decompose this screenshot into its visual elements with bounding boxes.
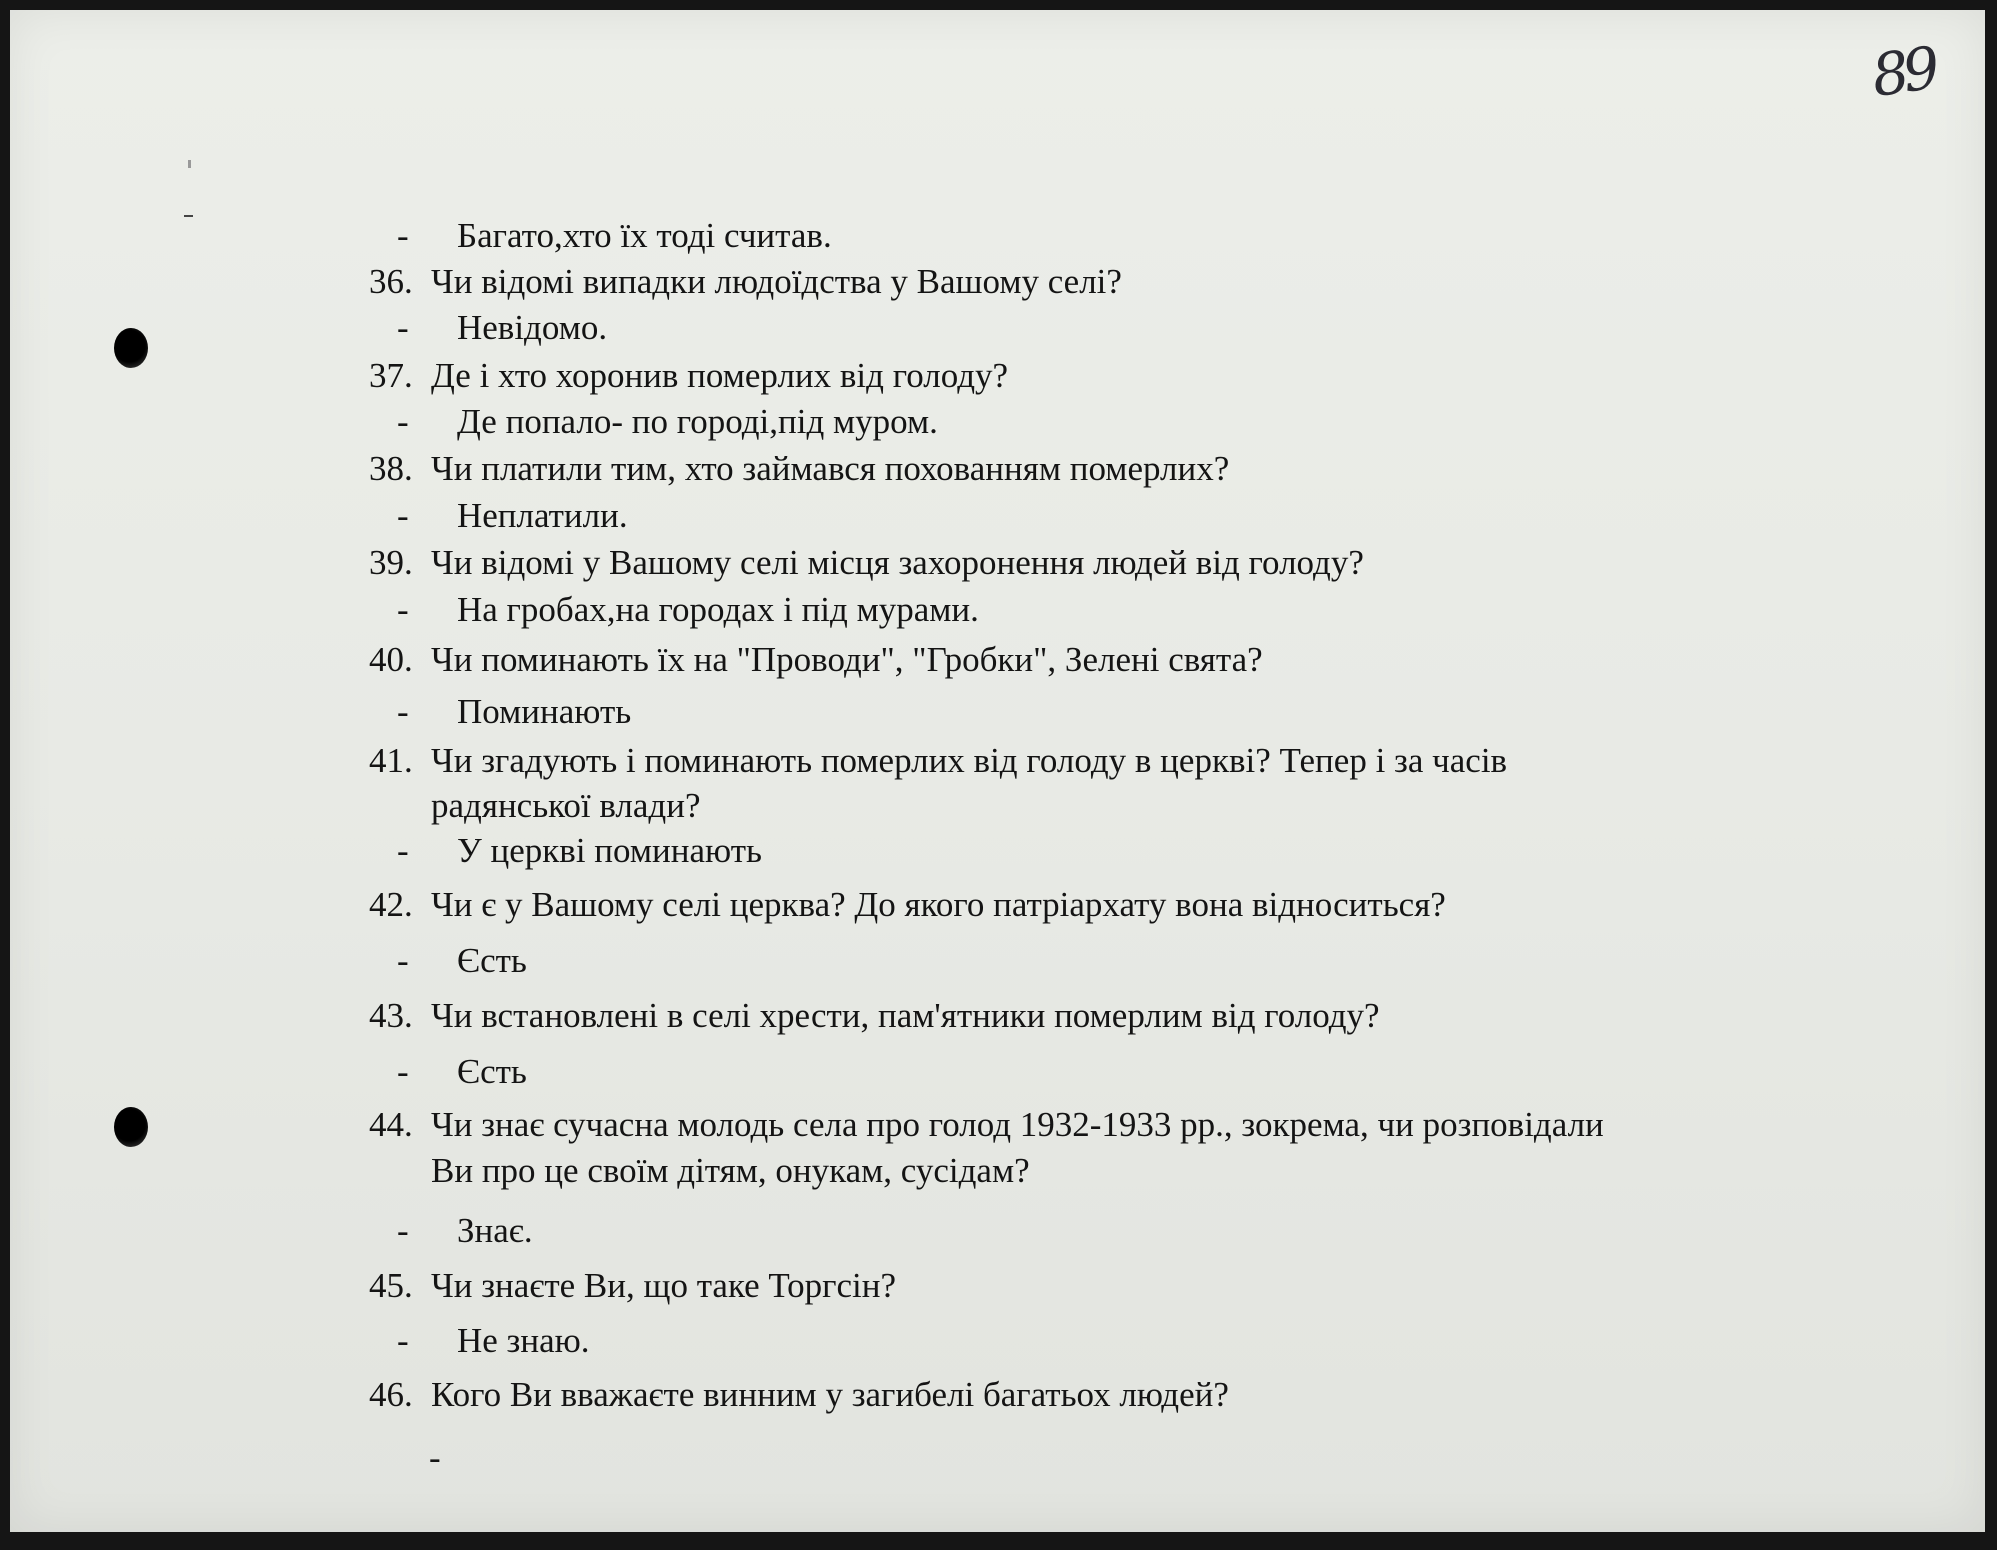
question-number: 42. (369, 885, 413, 924)
answer-text: Єсть (457, 941, 527, 980)
question-number: 39. (369, 543, 413, 582)
handwritten-page-number: 89 (1867, 34, 1939, 110)
question-number: 36. (369, 262, 413, 301)
answer-dash: - (397, 1321, 409, 1360)
answer-text: Неплатили. (457, 496, 628, 535)
punch-hole-top (114, 328, 148, 368)
question-text: Чи знає сучасна молодь села про голод 1932-1933 рр., зокрема, чи розповідали (431, 1105, 1604, 1144)
answer-text: На гробах,на городах і під мурами. (457, 590, 979, 629)
answer-dash: - (397, 941, 409, 980)
question-text: радянської влади? (431, 786, 701, 825)
question-text: Чи відомі у Вашому селі місця захоронення людей від голоду? (431, 543, 1364, 582)
question-text: Чи відомі випадки людоїдства у Вашому селі? (431, 262, 1122, 301)
answer-dash: - (397, 831, 409, 870)
question-text: Чи поминають їх на "Проводи", "Гробки", Зелені свята? (431, 640, 1263, 679)
answer-dash: - (397, 692, 409, 731)
question-text: Ви про це своїм дітям, онукам, сусідам? (431, 1151, 1030, 1190)
question-number: 43. (369, 996, 413, 1035)
answer-text: У церкві поминають (457, 831, 762, 870)
answer-text: Поминають (457, 692, 632, 731)
question-text: Чи згадують і поминають померлих від голоду в церкві? Тепер і за часів (431, 741, 1508, 780)
question-number: 41. (369, 741, 413, 780)
question-number: 37. (369, 356, 413, 395)
answer-text: Невідомо. (457, 308, 608, 347)
question-number: 45. (369, 1266, 413, 1305)
answer-dash: - (397, 216, 409, 255)
answer-text: Багато,хто їх тоді считав. (457, 216, 832, 255)
answer-text: Де попало- по городі,під муром. (457, 402, 938, 441)
answer-dash: - (397, 496, 409, 535)
question-number: 46. (369, 1375, 413, 1414)
question-number: 40. (369, 640, 413, 679)
answer-dash: - (397, 590, 409, 629)
question-text: Чи платили тим, хто займався похованням померлих? (431, 449, 1230, 488)
question-text: Чи знаєте Ви, що таке Торгсін? (431, 1266, 896, 1305)
answer-dash: - (397, 1211, 409, 1250)
answer-text: Єсть (457, 1052, 527, 1091)
document-page (10, 10, 1985, 1532)
answer-dash: - (397, 402, 409, 441)
question-text: Де і хто хоронив померлих від голоду? (431, 356, 1009, 395)
question-text: Чи встановлені в селі хрести, пам'ятники померлим від голоду? (431, 996, 1380, 1035)
answer-dash: - (397, 308, 409, 347)
margin-speck (188, 160, 191, 168)
margin-mark (184, 215, 193, 217)
punch-hole-bottom (114, 1107, 148, 1147)
question-number: 44. (369, 1105, 413, 1144)
question-text: Кого Ви вважаєте винним у загибелі багатьох людей? (431, 1375, 1229, 1414)
answer-text: Не знаю. (457, 1321, 590, 1360)
answer-text: Знає. (457, 1211, 533, 1250)
answer-dash: - (397, 1052, 409, 1091)
question-text: Чи є у Вашому селі церква? До якого патріархату вона відноситься? (431, 885, 1446, 924)
question-number: 38. (369, 449, 413, 488)
answer-dash: - (429, 1438, 441, 1477)
